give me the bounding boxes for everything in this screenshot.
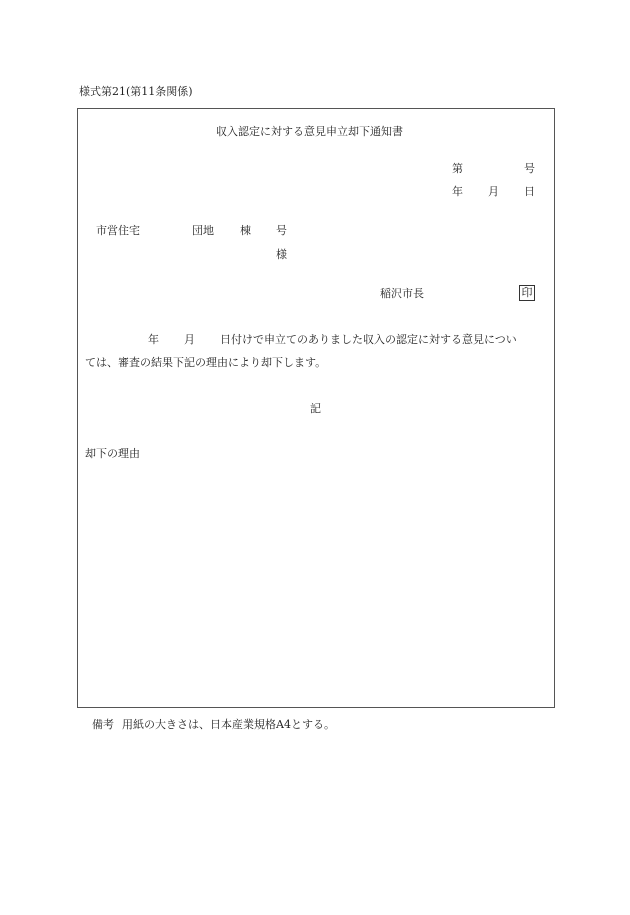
sender-mayor: 稲沢市長 — [380, 287, 424, 300]
address-complex-label: 団地 — [192, 224, 214, 237]
body-text-line-1: 日付けで申立てのありました収入の認定に対する意見につい — [220, 333, 517, 346]
address-unit-label: 号 — [276, 224, 287, 237]
date-day-label: 日 — [524, 185, 535, 198]
address-housing-label: 市営住宅 — [96, 224, 140, 237]
address-building-label: 棟 — [240, 224, 251, 237]
body-month-label: 月 — [184, 333, 195, 346]
ki-heading: 記 — [310, 402, 321, 415]
form-number-label: 様式第21(第11条関係) — [79, 85, 193, 98]
number-dai-label: 第 — [452, 162, 463, 175]
number-go-label: 号 — [524, 162, 535, 175]
document-title: 収入認定に対する意見申立却下通知書 — [216, 125, 403, 138]
body-text-line-2: ては、審査の結果下記の理由により却下します。 — [85, 356, 327, 369]
body-year-label: 年 — [148, 333, 159, 346]
rejection-reason-label: 却下の理由 — [85, 447, 140, 460]
recipient-honorific: 様 — [276, 248, 287, 261]
seal-stamp: 印 — [519, 285, 535, 301]
remark-text: 用紙の大きさは、日本産業規格A4とする。 — [122, 718, 335, 731]
date-year-label: 年 — [452, 185, 463, 198]
remark-title: 備考 — [92, 718, 114, 731]
date-month-label: 月 — [488, 185, 499, 198]
